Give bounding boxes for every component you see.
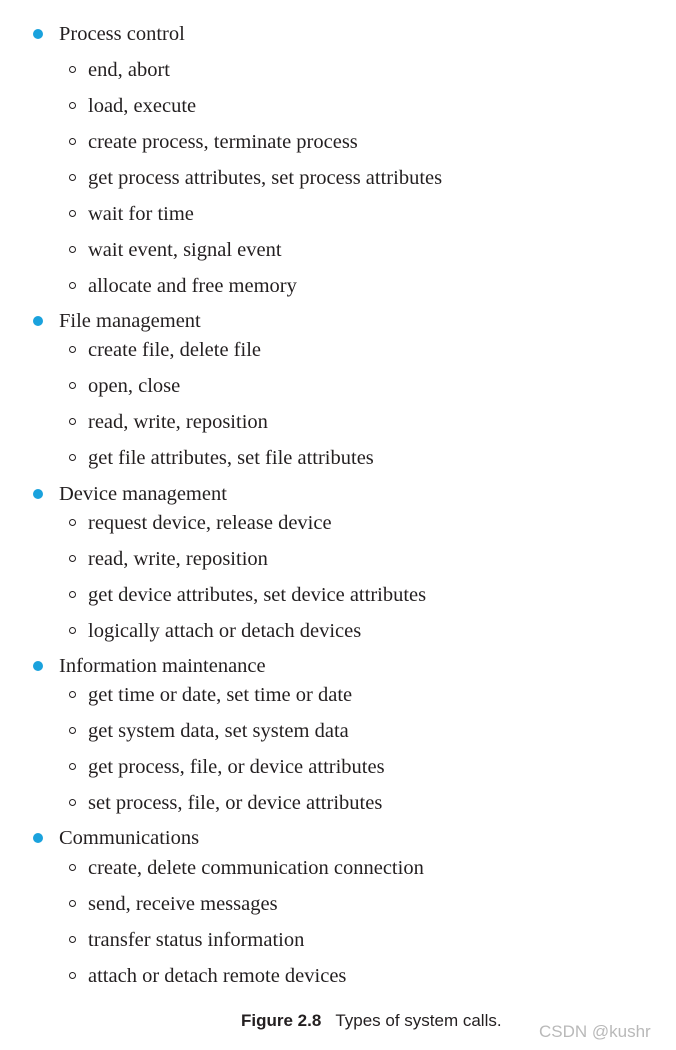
section-label: File management [59, 310, 201, 332]
list-item-label: logically attach or detach devices [88, 620, 362, 642]
section-label: Process control [59, 23, 185, 45]
list-item [0, 372, 600, 402]
list-item [0, 336, 600, 366]
list-item [0, 408, 600, 438]
circle-bullet-icon [69, 555, 76, 562]
circle-bullet-icon [69, 138, 76, 145]
circle-bullet-icon [69, 519, 76, 526]
list-item-label: create process, terminate process [88, 131, 358, 153]
list-item-label: get process, file, or device attributes [88, 756, 385, 778]
circle-bullet-icon [69, 900, 76, 907]
list-item-label: allocate and free memory [88, 275, 297, 297]
figure-caption [241, 1010, 502, 1032]
list-item-label: read, write, reposition [88, 548, 268, 570]
list-item [0, 444, 600, 474]
list-item [0, 236, 600, 266]
list-item-label: set process, file, or device attributes [88, 792, 383, 814]
list-item [0, 681, 600, 711]
list-item-label: wait event, signal event [88, 239, 282, 261]
section-information-maintenance [0, 652, 600, 682]
list-item-label: transfer status information [88, 929, 305, 951]
list-item-label: get process attributes, set process attributes [88, 167, 443, 189]
section-device-management [0, 480, 600, 510]
list-item-label: create file, delete file [88, 339, 261, 361]
list-item [0, 890, 600, 920]
list-item [0, 962, 600, 992]
list-item-label: get file attributes, set file attributes [88, 447, 374, 469]
list-item [0, 164, 600, 194]
list-item-label: wait for time [88, 203, 194, 225]
list-item-label: open, close [88, 375, 181, 397]
circle-bullet-icon [69, 382, 76, 389]
list-item [0, 789, 600, 819]
bullet-icon [33, 661, 43, 671]
circle-bullet-icon [69, 418, 76, 425]
circle-bullet-icon [69, 102, 76, 109]
section-label: Device management [59, 483, 227, 505]
section-communications [0, 824, 600, 854]
circle-bullet-icon [69, 454, 76, 461]
list-item [0, 200, 600, 230]
list-item [0, 717, 600, 747]
list-item [0, 272, 600, 302]
list-item-label: create, delete communication connection [88, 857, 424, 879]
circle-bullet-icon [69, 282, 76, 289]
circle-bullet-icon [69, 174, 76, 181]
list-item [0, 854, 600, 884]
list-item-label: read, write, reposition [88, 411, 268, 433]
list-item [0, 617, 600, 647]
list-item [0, 753, 600, 783]
circle-bullet-icon [69, 627, 76, 634]
circle-bullet-icon [69, 691, 76, 698]
list-item-label: request device, release device [88, 512, 332, 534]
list-item [0, 581, 600, 611]
circle-bullet-icon [69, 346, 76, 353]
circle-bullet-icon [69, 763, 76, 770]
list-item-label: load, execute [88, 95, 197, 117]
section-label: Communications [59, 827, 200, 849]
section-process-control [0, 20, 600, 50]
list-item [0, 92, 600, 122]
list-item [0, 509, 600, 539]
bullet-icon [33, 316, 43, 326]
circle-bullet-icon [69, 936, 76, 943]
circle-bullet-icon [69, 799, 76, 806]
bullet-icon [33, 833, 43, 843]
list-item-label: end, abort [88, 59, 170, 81]
list-item-label: attach or detach remote devices [88, 965, 347, 987]
list-item-label: send, receive messages [88, 893, 278, 915]
circle-bullet-icon [69, 972, 76, 979]
list-item [0, 128, 600, 158]
list-item [0, 926, 600, 956]
section-file-management [0, 307, 600, 337]
bullet-icon [33, 489, 43, 499]
figure-caption-text: Types of system calls. [335, 1011, 502, 1030]
circle-bullet-icon [69, 66, 76, 73]
list-item-label: get device attributes, set device attributes [88, 584, 427, 606]
bullet-icon [33, 29, 43, 39]
list-item-label: get time or date, set time or date [88, 684, 353, 706]
circle-bullet-icon [69, 246, 76, 253]
circle-bullet-icon [69, 591, 76, 598]
watermark-text: CSDN @kushr [539, 1022, 651, 1041]
circle-bullet-icon [69, 727, 76, 734]
list-item [0, 545, 600, 575]
circle-bullet-icon [69, 210, 76, 217]
section-label: Information maintenance [59, 655, 266, 677]
figure-number: Figure 2.8 [241, 1011, 322, 1030]
list-item [0, 56, 600, 86]
circle-bullet-icon [69, 864, 76, 871]
list-item-label: get system data, set system data [88, 720, 349, 742]
